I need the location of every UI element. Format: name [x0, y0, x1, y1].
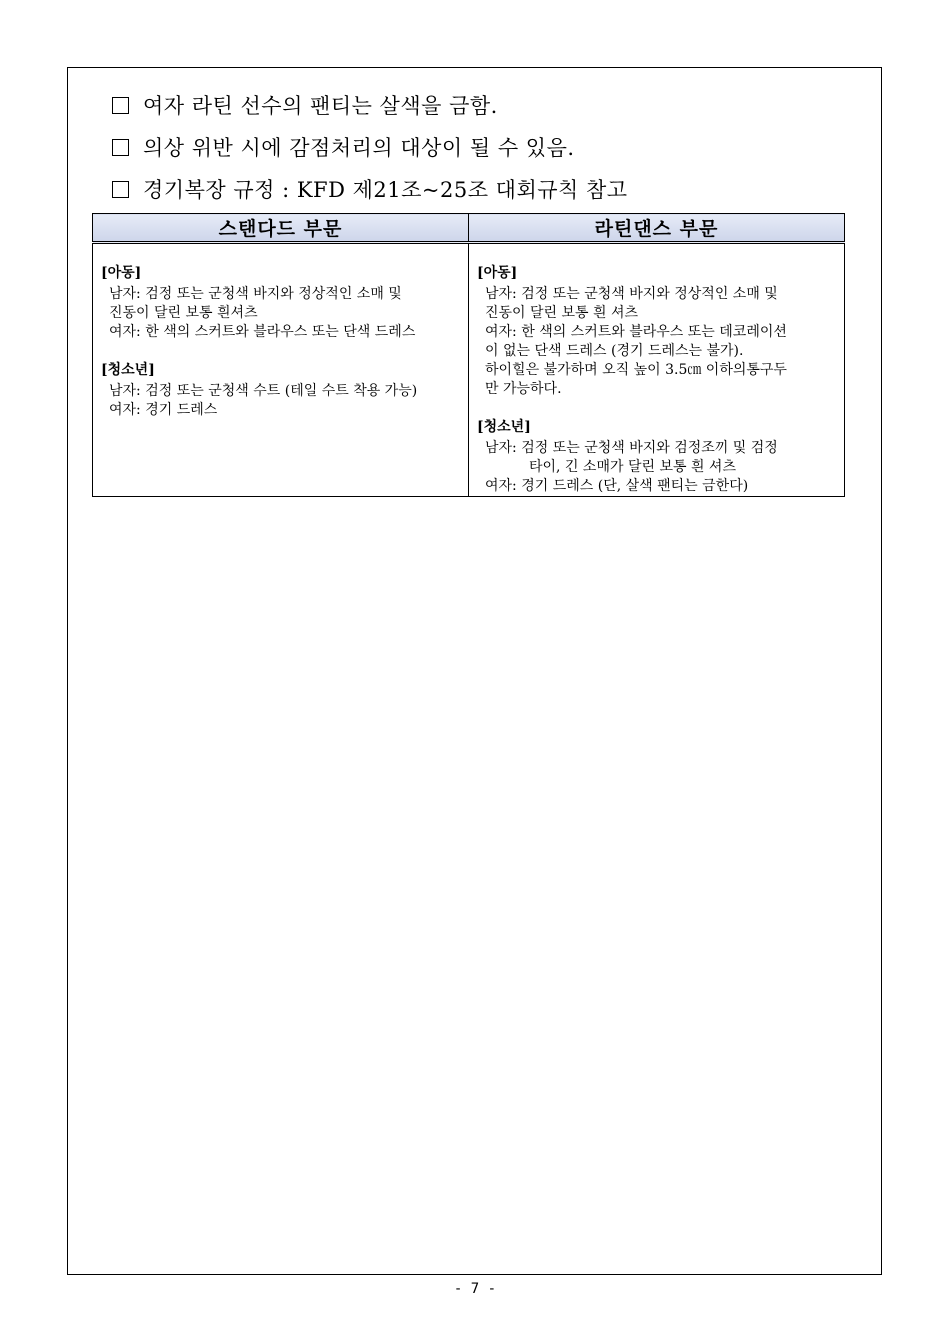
latin-youth-title: [청소년]: [477, 419, 531, 435]
notice-text: 여자 라틴 선수의 팬티는 살색을 금함.: [143, 94, 498, 118]
standard-youth-line: 남자: 검정 또는 군청색 수트 (테일 수트 착용 가능): [109, 383, 418, 399]
latin-child-line: 이 없는 단색 드레스 (경기 드레스는 불가).: [485, 343, 744, 359]
standard-youth-title: [청소년]: [101, 362, 155, 378]
standard-child-line: 진동이 달린 보통 흰셔츠: [109, 305, 258, 321]
latin-cell: [469, 243, 845, 497]
standard-child-line: 남자: 검정 또는 군청색 바지와 정상적인 소매 및: [109, 286, 402, 302]
dress-code-table: [92, 213, 845, 497]
checkbox-icon: [112, 139, 129, 156]
latin-child-line: 진동이 달린 보통 흰 셔츠: [485, 305, 639, 321]
header-latin: 라틴댄스 부문: [469, 214, 845, 243]
notice-text: 의상 위반 시에 감점처리의 대상이 될 수 있음.: [143, 136, 575, 160]
notice-item: [112, 126, 852, 168]
page-number: - 7 -: [453, 1281, 497, 1297]
latin-child-title: [아동]: [477, 265, 518, 281]
notice-item: [112, 168, 852, 210]
notice-list: [112, 84, 852, 210]
standard-cell: [93, 243, 469, 497]
checkbox-icon: [112, 97, 129, 114]
latin-child-line: 만 가능하다.: [485, 381, 562, 397]
latin-child-line: 남자: 검정 또는 군청색 바지와 정상적인 소매 및: [485, 286, 778, 302]
checkbox-icon: [112, 181, 129, 198]
latin-youth-line: 타이, 긴 소매가 달린 보통 흰 셔츠: [529, 459, 736, 475]
latin-child-line: 여자: 한 색의 스커트와 블라우스 또는 데코레이션: [485, 324, 787, 340]
latin-youth-line: 여자: 경기 드레스 (단, 살색 팬티는 금한다): [485, 478, 749, 494]
latin-youth-line: 남자: 검정 또는 군청색 바지와 검정조끼 및 검정: [485, 440, 778, 456]
notice-text: 경기복장 규정 : KFD 제21조~25조 대회규칙 참고: [143, 178, 628, 202]
header-standard: 스탠다드 부문: [93, 214, 469, 243]
standard-youth-line: 여자: 경기 드레스: [109, 402, 218, 418]
notice-item: [112, 84, 852, 126]
standard-child-line: 여자: 한 색의 스커트와 블라우스 또는 단색 드레스: [109, 324, 416, 340]
standard-child-title: [아동]: [101, 265, 142, 281]
latin-child-line: 하이힐은 불가하며 오직 높이 3.5㎝ 이하의통구두: [485, 362, 787, 378]
